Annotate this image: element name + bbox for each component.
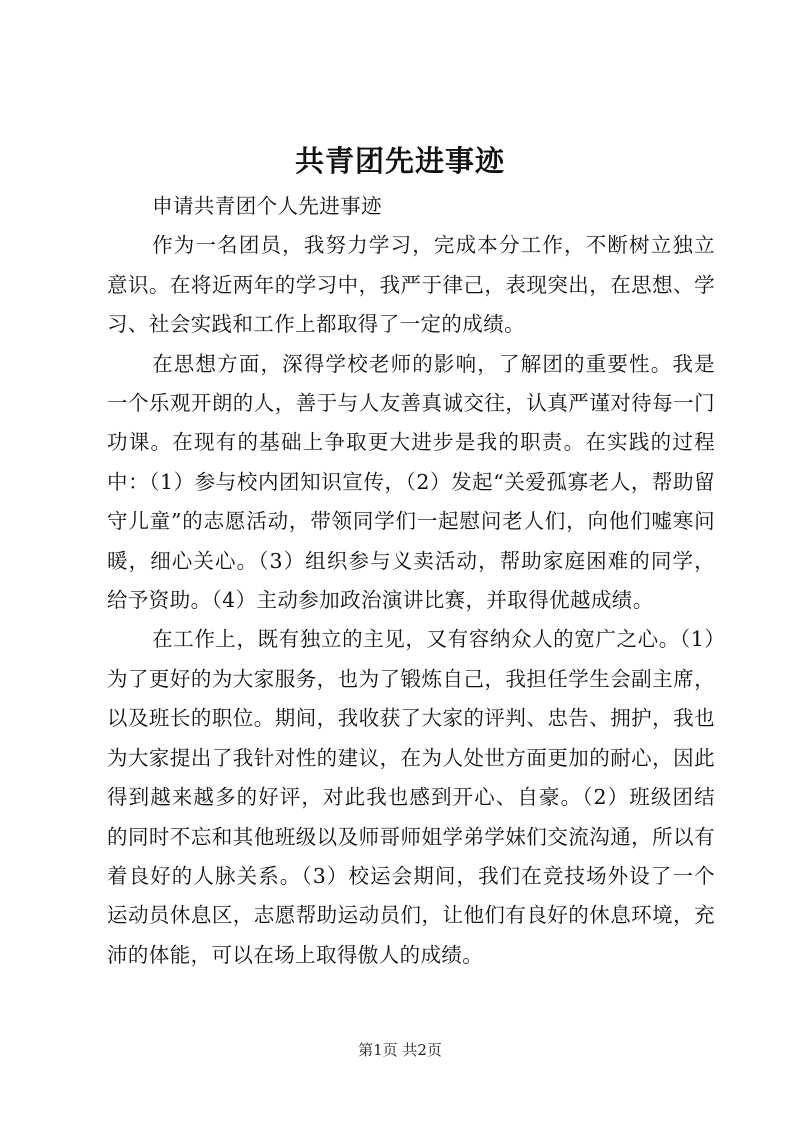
subtitle-paragraph: 申请共青团个人先进事迹	[152, 194, 382, 218]
document-title: 共青团先进事迹	[294, 144, 505, 178]
thought-paragraph: 在思想方面，深得学校老师的影响，了解团的重要性。我是一个乐观开朗的人，善于与人友善真诚交往，认真严谨对待每一门功课。在现有的基础上争取更大进步是我的职责。在实践的过程中：（1）参与校内团知识宣传，（2）发起“关爱孤寡老人，帮助留守儿童”的志愿活动，带领同学们一起慰问老人们，向他们嘘寒问暖，细心关心。（3）组织参与义卖活动，帮助家庭困难的同学，给予资助。（4）主动参加政治演讲比赛，并取得优越成绩。	[107, 351, 715, 613]
work-paragraph: 在工作上，既有独立的主见，又有容纳众人的宽广之心。（1）为了更好的为大家服务，也为了锻炼自己，我担任学生会副主席，以及班长的职位。期间，我收获了大家的评判、忠告、拥护，我也为大家提出了我针对性的建议，在为人处世方面更加的耐心，因此得到越来越多的好评，对此我也感到开心、自豪。（2）班级团结的同时不忘和其他班级以及师哥师姐学弟学妹们交流沟通，所以有着良好的人脉关系。（3）校运会期间，我们在竞技场外设了一个运动员休息区，志愿帮助运动员们，让他们有良好的休息环境，充沛的体能，可以在场上取得傲人的成绩。	[107, 627, 715, 967]
intro-paragraph: 作为一名团员，我努力学习，完成本分工作，不断树立独立意识。在将近两年的学习中，我严于律己，表现突出，在思想、学习、社会实践和工作上都取得了一定的成绩。	[107, 233, 715, 337]
document-body	[107, 187, 715, 975]
page-footer: 第1页 共2页	[358, 1041, 442, 1059]
